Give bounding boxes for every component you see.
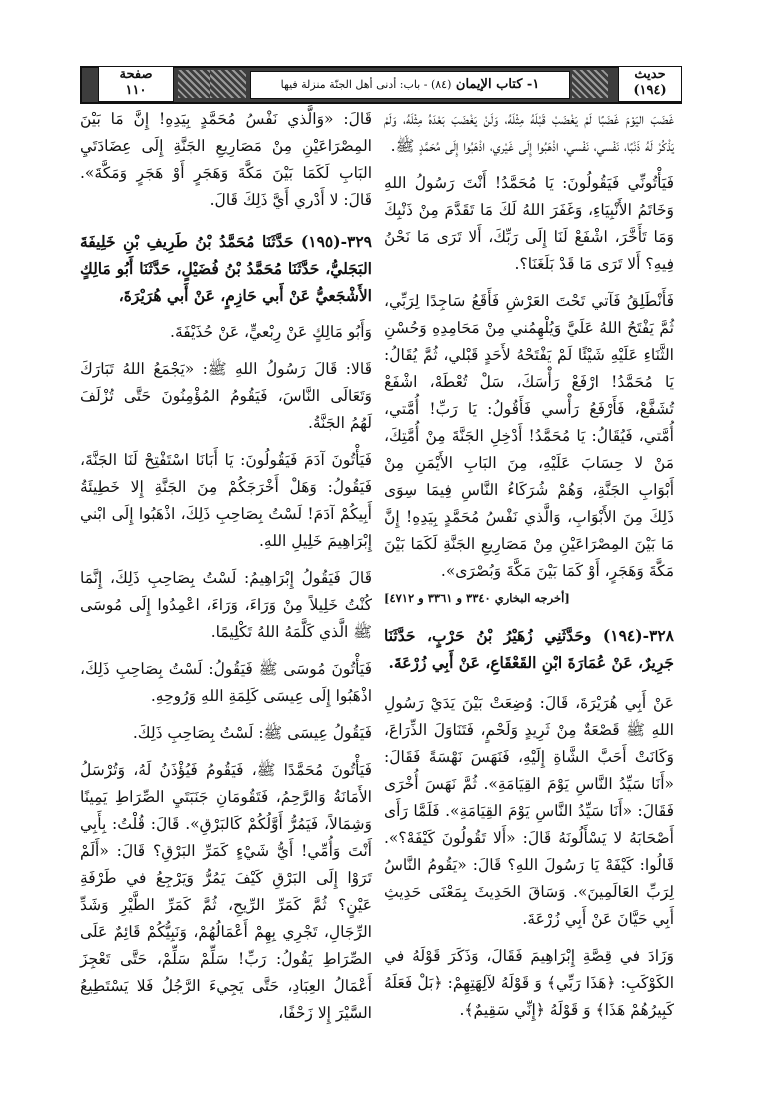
left-column [80, 106, 372, 1041]
paragraph: فَيَأْتُونَ آدَمَ فَيَقُولُونَ: يَا أَبَانَا اسْتَفْتِحْ لَنَا الجَنَّةَ، فَيَقُولُ: وَهَلْ أَخْرَجَكُمْ مِنَ الجَنَّةِ إِلا خَطِيئَةُ أَبِيكُمْ آدَمَ! لَسْتُ بِصَاحِبِ ذَلِكَ، اذْهَبُوا إِلَى ابْني إِبْرَاهِيمَ خَلِيلِ اللهِ. [80, 451, 372, 550]
reference-note: [أخرجه البخاري ٣٣٤٠ و ٣٣٦١ و ٤٧١٢] [384, 591, 570, 605]
paragraph: قَالَ فَيَقُولُ إِبْرَاهِيمُ: لَسْتُ بِصَاحِبِ ذَلِكَ، إِنَّمَا كُنْتُ خَلِيلاً مِنْ وَرَاءَ، وَرَاءَ، اعْمِدُوا إِلَى مُوسَى ﷺ الَّذي كَلَّمَهُ اللهُ تَكْلِيمًا. [80, 569, 372, 641]
header-ornament-right [572, 70, 608, 98]
right-column [384, 106, 674, 1038]
page-label: صفحة [119, 67, 153, 82]
paragraph: عَنْ أَبِي هُرَيْرَةَ، قَالَ: وُضِعَتْ بَيْنَ يَدَيْ رَسُولِ اللهِ ﷺ قَصْعَةٌ مِنْ ثَرِيدٍ وَلَحْمٍ، فَتَنَاوَلَ الذِّرَاعَ، وَكَانَتْ أَحَبَّ الشَّاةِ إِلَيْهِ، فَنَهَسَ نَهْسَةً فَقَالَ: «أَنَا سَيِّدُ النَّاسِ يَوْمَ القِيَامَةِ». ثُمَّ نَهَسَ أُخْرَى فَقَالَ: «أَنَا سَيِّدُ النَّاسِ يَوْمَ القِيَامَةِ». فَلَمَّا رَأَى أَصْحَابَهُ لا يَسْأَلُونَهُ قَالَ: «أَلا تَقُولُونَ كَيْفَهْ؟». قَالُوا: كَيْفَهْ يَا رَسُولَ اللهِ؟ قَالَ: «يَقُومُ النَّاسُ لِرَبِّ العَالَمِينَ». وَسَاقَ الحَدِيثَ بِمَعْنَى حَدِيثِ أَبِي حَيَّانَ عَنْ أَبِي زُرْعَةَ. [384, 694, 674, 928]
hadith-number-box [618, 66, 682, 102]
paragraph: قَالَ: «وَالَّذي نَفْسُ مُحَمَّدٍ بِيَدِهِ! إِنَّ مَا بَيْنَ المِصْرَاعَيْنِ مِنْ مَصَارِيعِ الجَنَّةِ إِلَى عِضَادَتَيِ البَابِ لَكَمَا بَيْنَ مَكَّةَ وَهَجَرٍ أَوْ هَجَرٍ وَمَكَّةَ». قَالَ: لا أَدْري أَيَّ ذَلِكَ قَالَ. [80, 110, 372, 209]
paragraph: وَأَبُو مَالِكٍ عَنْ رِبْعيٍّ، عَنْ حُذَيْفَةَ. [170, 323, 372, 341]
page-header [80, 66, 682, 104]
hadith-number: (١٩٤) [633, 83, 667, 98]
header-ornament-left [178, 70, 214, 98]
paragraph: فَيَأْتُونَ مُوسَى ﷺ فَيَقُولُ: لَسْتُ بِصَاحِبِ ذَلِكَ، اذْهَبُوا إِلَى عِيسَى كَلِمَةِ اللهِ وَرُوحِهِ. [80, 660, 372, 705]
paragraph: قَالا: قَالَ رَسُولُ اللهِ ﷺ: «يَجْمَعُ اللهُ تَبَارَكَ وَتَعَالَى النَّاسَ، فَيَقُومُ المُؤْمِنُونَ حَتَّى تُزْلَفَ لَهُمُ الجَنَّةُ. [80, 360, 372, 432]
header-ornament-left-2 [210, 70, 246, 98]
paragraph: فَأَنْطَلِقُ فَآتي تَحْتَ العَرْشِ فَأَقَعُ سَاجِدًا لِرَبِّي، ثُمَّ يَفْتَحُ اللهُ عَلَيَّ وَيُلْهِمُني مِنْ مَحَامِدِهِ وَحُسْنِ الثَّنَاءِ عَلَيْهِ شَيْئًا لَمْ يَفْتَحْهُ لأَحَدٍ قَبْلي، ثُمَّ يُقَالُ: يَا مُحَمَّدُ! ارْفَعْ رَأْسَكَ، سَلْ تُعْطَهْ، اشْفَعْ تُشَفَّعْ، فَأَرْفَعُ رَأْسي فَأَقُولُ: يَا رَبِّ! أُمَّتي، أُمَّتي، فَيُقَالُ: يَا مُحَمَّدُ! أَدْخِلِ الجَنَّةَ مِنْ أُمَّتِكَ، مَنْ لا حِسَابَ عَلَيْهِ، مِنَ البَابِ الأَيْمَنِ مِنْ أَبْوَابِ الجَنَّةِ، وَهُمْ شُرَكَاءُ النَّاسِ فِيمَا سِوَى ذَلِكَ مِنَ الأَبْوَابِ، وَالَّذي نَفْسُ مُحَمَّدٍ بِيَدِهِ! إِنَّ مَا بَيْنَ المِصْرَاعَيْنِ مِنْ مَصَارِيعِ الجَنَّةِ لَكَمَا بَيْنَ مَكَّةَ وَهَجَرٍ، أَوْ كَمَا بَيْنَ مَكَّةَ وَبُصْرَى». [384, 292, 674, 580]
hadith-chain: ٣٢٩-(١٩٥) حَدَّثَنَا مُحَمَّدُ بْنُ طَرِيفِ بْنِ خَلِيفَةَ البَجَليُّ، حَدَّثَنَا مُحَمَّدُ بْنُ فُضَيْلٍ، حَدَّثَنَا أَبُو مَالِكٍ الأَشْجَعيُّ عَنْ أَبي حَازِمٍ، عَنْ أَبي هُرَيْرَةَ، [80, 232, 372, 305]
paragraph: وَزَادَ في قِصَّةِ إِبْرَاهِيمَ فَقَالَ، وَذَكَرَ قَوْلَهُ في الكَوْكَبِ: ﴿هَذَا رَبِّي﴾ وَ قَوْلَهُ لآلِهَتِهِمْ: ﴿بَلْ فَعَلَهُ كَبِيرُهُمْ هَذَا﴾ وَ قَوْلَهُ ﴿إِنِّي سَقِيمٌ﴾. [384, 947, 674, 1019]
hadith-chain: ٣٢٨-(١٩٤) وحَدَّثَنِي زُهَيْرُ بْنُ حَرْبٍ، حَدَّثَنَا جَرِيرٌ، عَنْ عُمَارَةَ ابْنِ القَعْقَاعِ، عَنْ أَبِي زُرْعَةَ. [384, 626, 674, 672]
paragraph: فَيَأْتُونَ مُحَمَّدًا ﷺ، فَيَقُومُ فَيُؤْذَنُ لَهُ، وَتُرْسَلُ الأَمَانَةُ وَالرَّحِمُ، فَتَقُومَانِ جَنَبَتَيِ الصِّرَاطِ يَمِينًا وَشِمَالاً، فَيَمُرُّ أَوَّلُكُمْ كَالبَرْقِ». قَالَ: قُلْتُ: بِأَبِي أَنْتَ وَأُمِّي! أَيُّ شَيْءٍ كَمَرِّ البَرْقِ؟ قَالَ: «أَلَمْ تَرَوْا إِلَى البَرْقِ كَيْفَ يَمُرُّ وَيَرْجِعُ في طَرْفَةِ عَيْنٍ؟ ثُمَّ كَمَرِّ الرِّيحِ، ثُمَّ كَمَرِّ الطَّيْرِ وَشَدِّ الرِّجَالِ، تَجْرِي بِهِمْ أَعْمَالُهُمْ، وَنَبِيُّكُمْ قَائِمٌ عَلَى الصِّرَاطِ يَقُولُ: رَبِّ! سَلِّمْ سَلِّمْ، حَتَّى تَعْجِزَ أَعْمَالُ العِبَادِ، حَتَّى يَجِيءَ الرَّجُلُ فَلا يَسْتَطِيعُ السَّيْرَ إِلا زَحْفًا، [80, 761, 372, 1022]
page-number: ١١٠ [125, 83, 147, 98]
chapter-title: (٨٤) - باب: أدنى أهل الجنّة منزلة فيها [280, 78, 452, 91]
header-title [250, 71, 570, 99]
book-title: ١- كتاب الإيمان [455, 77, 540, 92]
paragraph: فَيَأْتُونِّي فَيَقُولُونَ: يَا مُحَمَّدُ! أَنْتَ رَسُولُ اللهِ وَخَاتَمُ الأَنْبِيَاءِ، وَغَفَرَ اللهُ لَكَ مَا تَقَدَّمَ مِنْ ذَنْبِكَ وَمَا تَأَخَّرَ، اشْفَعْ لَنَا إِلَى رَبِّكَ، أَلا تَرَى مَا نَحْنُ فِيهِ؟ أَلا تَرَى مَا قَدْ بَلَغَنَا؟. [384, 174, 674, 273]
page-number-box [98, 66, 174, 102]
paragraph: غَضَبَ اليَوْمَ غَضَبًا لَمْ يَغْضَبْ قَبْلَهُ مِثْلَهُ، وَلَنْ يَغْضَبَ بَعْدَهُ مِثْلَهُ، وَلَمْ يَذْكُرْ لَهُ ذَنْبًا، نَفْسي، نَفْسي، اذْهَبُوا إِلَى غَيْري، اذْهَبُوا إِلَى مُحَمَّدٍ ﷺ. [384, 110, 674, 155]
hadith-label: حديث [634, 67, 666, 82]
paragraph: فَيَقُولُ عِيسَى ﷺ: لَسْتُ بِصَاحِبِ ذَلِكَ. [132, 724, 372, 742]
